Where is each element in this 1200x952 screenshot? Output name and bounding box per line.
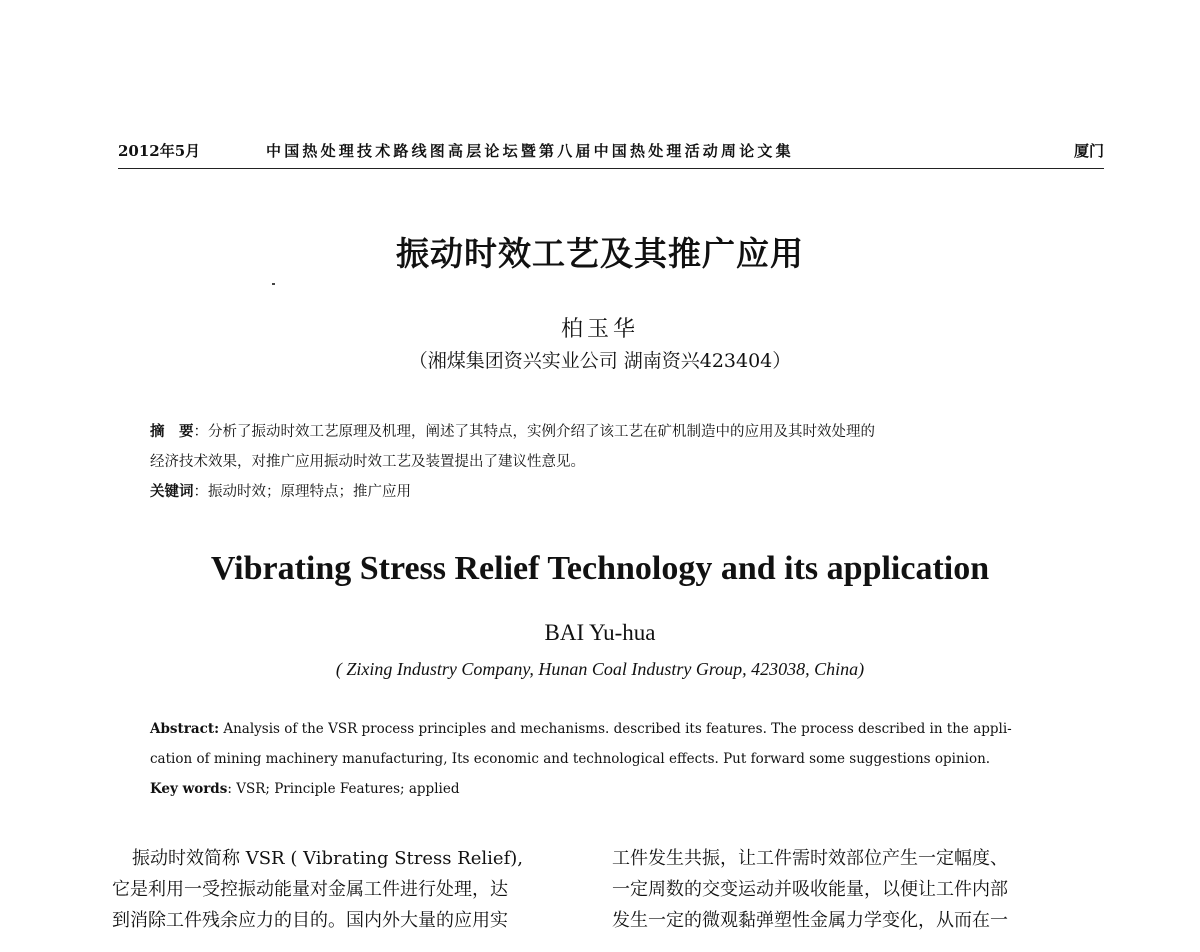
keywords-cn-label: 关键词 [150,483,194,500]
header-place: 厦门 [1073,142,1104,160]
header-conference: 中国热处理技术路线图高层论坛暨第八届中国热处理活动周论文集 [266,142,794,160]
body-left-line-1 [112,843,592,874]
body-left-line-2: 它是利用一受控振动能量对金属工件进行处理，达 [112,879,508,900]
running-header [118,140,1104,164]
body-column-left [112,843,592,936]
author-cn: 柏玉华 [560,317,639,342]
keywords-en-text: : VSR; Principle Features; applied [227,781,460,797]
body-left-text-1: 振动时效简称 VSR ( Vibrating Stress Relief), [132,848,523,869]
abstract-cn-line-1 [150,417,1080,447]
body-column-right [612,843,1102,936]
body-right-line-1: 工件发生共振，让工件需时效部位产生一定幅度、 [612,848,1008,869]
scan-speck [272,283,275,285]
author-en: BAI Yu-hua [544,620,656,645]
abstract-cn-line-2: 经济技术效果，对推广应用振动时效工艺及装置提出了建议性意见。 [150,454,585,470]
keywords-cn [150,477,1080,507]
keywords-en-label: Key words [150,781,228,797]
abstract-en-line-1 [150,714,1080,744]
body-left-line-3: 到消除工件残余应力的目的。国内外大量的应用实 [112,910,508,931]
header-date: 2012年5月 [118,142,201,160]
abstract-cn-text-1: ：分析了振动时效工艺原理及机理，阐述了其特点，实例介绍了该工艺在矿机制造中的应用及其时效处理的 [193,424,875,440]
affiliation-cn: （湘煤集团资兴实业公司 湖南资兴423404） [408,350,792,372]
header-rule [118,168,1104,169]
keywords-cn-text: ：振动时效；原理特点；推广应用 [193,484,411,500]
abstract-en-label: Abstract: [150,721,220,737]
body-right-line-3: 发生一定的微观黏弹塑性金属力学变化，从而在一 [612,910,1008,931]
abstract-en [150,714,1080,804]
keywords-en [150,774,1080,804]
abstract-en-text-1: Analysis of the VSR process principles and mechanisms. described its features. The process described in the appli- [219,721,1012,737]
affiliation-en: ( Zixing Industry Company, Hunan Coal Industry Group, 423038, China) [335,659,865,679]
title-cn: 振动时效工艺及其推广应用 [396,234,804,273]
title-en: Vibrating Stress Relief Technology and its application [210,550,990,587]
abstract-en-line-2: cation of mining machinery manufacturing, Its economic and technological effects. Put forward some suggestions opinion. [150,751,991,767]
body-right-line-2: 一定周数的交变运动并吸收能量，以便让工件内部 [612,879,1008,900]
abstract-cn [150,417,1080,507]
abstract-cn-label: 摘 要 [150,423,194,440]
